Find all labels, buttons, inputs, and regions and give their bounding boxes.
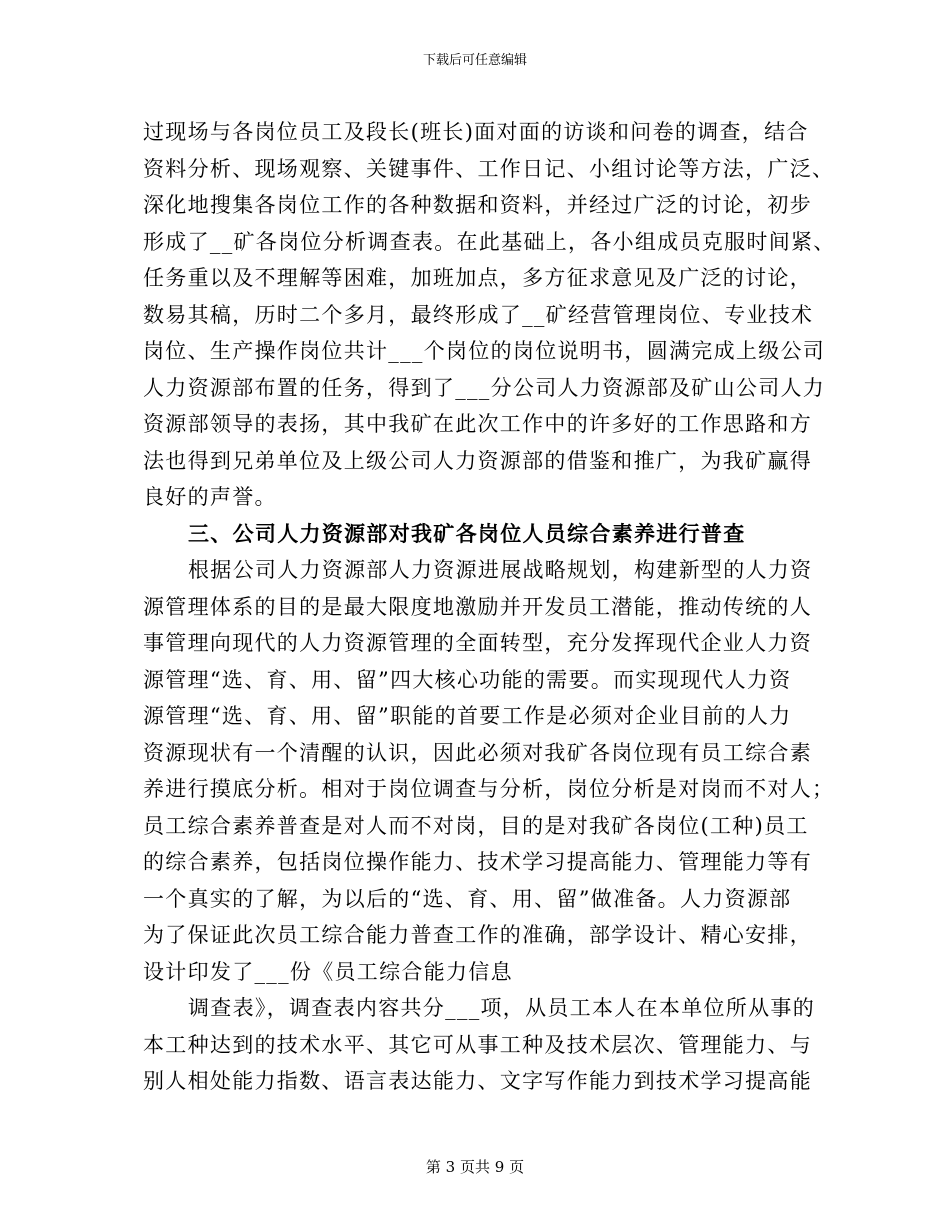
paragraph-3 — [143, 990, 813, 1100]
text-line: 过现场与各岗位员工及段长(班长)面对面的访谈和问卷的调查，结合 — [143, 120, 809, 144]
text-line: 法也得到兄弟单位及上级公司人力资源部的借鉴和推广，为我矿赢得 — [143, 448, 812, 473]
page-header-note: 下载后可任意编辑 — [422, 53, 527, 68]
text-line: 源管理“选、育、用、留”职能的首要工作是必须对企业目前的人力 — [143, 704, 792, 728]
text-line: 别人相处能力指数、语言表达能力、文字写作能力到技术学习提高能 — [143, 1069, 812, 1093]
text-line: 资料分析、现场观察、关键事件、工作日记、小组讨论等方法，广泛、 — [143, 156, 835, 181]
text-line: 深化地搜集各岗位工作的各种数据和资料，并经过广泛的讨论，初步 — [143, 193, 812, 217]
text-line: 一个真实的了解，为以后的“选、育、用、留”做准备。人力资源部 — [143, 886, 792, 911]
paragraph-2 — [143, 552, 835, 990]
text-line: 形成了__矿各岗位分析调查表。在此基础上，各小组成员克服时间紧、 — [143, 229, 836, 254]
text-line: 设计印发了___份《员工综合能力信息 — [143, 959, 513, 984]
text-line: 良好的声誉。 — [143, 485, 277, 509]
text-line: 员工综合素养普查是对人而不对岗，目的是对我矿各岗位(工种)员工 — [143, 813, 809, 838]
text-line: 资源现状有一个清醒的认识，因此必须对我矿各岗位现有员工综合素 — [143, 740, 812, 765]
text-line: 调查表》，调查表内容共分___项，从员工本人在本单位所从事的 — [188, 996, 815, 1020]
text-line: 任务重以及不理解等困难，加班加点，多方征求意见及广泛的讨论， — [143, 266, 812, 290]
paragraph-1 — [143, 114, 836, 516]
text-line: 根据公司人力资源部人力资源进展战略规划，构建新型的人力资 — [188, 558, 813, 582]
text-line: 为了保证此次员工综合能力普查工作的准确，部学设计、精心安排， — [143, 923, 812, 947]
text-line: 事管理向现代的人力资源管理的全面转型，充分发挥现代企业人力资 — [143, 631, 812, 655]
text-line: 本工种达到的技术水平、其它可从事工种及技术层次、管理能力、与 — [143, 1032, 812, 1057]
text-line: 源管理体系的目的是最大限度地激励并开发员工潜能，推动传统的人 — [143, 594, 812, 619]
text-line: 养进行摸底分析。相对于岗位调查与分析，岗位分析是对岗而不对人； — [143, 777, 835, 801]
text-line: 数易其稿，历时二个多月，最终形成了__矿经营管理岗位、专业技术 — [143, 302, 814, 327]
page-number-footer: 第 3 页共 9 页 — [425, 1158, 525, 1176]
section-heading-3: 三、公司人力资源部对我矿各岗位人员综合素养进行普查 — [188, 521, 746, 546]
document-body — [143, 114, 836, 1100]
text-line: 岗位、生产操作岗位共计___个岗位的岗位说明书，圆满完成上级公司 — [143, 339, 826, 363]
text-line: 资源部领导的表扬，其中我矿在此次工作中的许多好的工作思路和方 — [143, 412, 812, 436]
text-line: 的综合素养，包括岗位操作能力、技术学习提高能力、管理能力等有 — [143, 850, 812, 874]
text-line: 人力资源部布置的任务，得到了___分公司人力资源部及矿山公司人力 — [143, 375, 826, 400]
text-line: 源管理“选、育、用、留”四大核心功能的需要。而实现现代人力资 — [143, 667, 792, 692]
